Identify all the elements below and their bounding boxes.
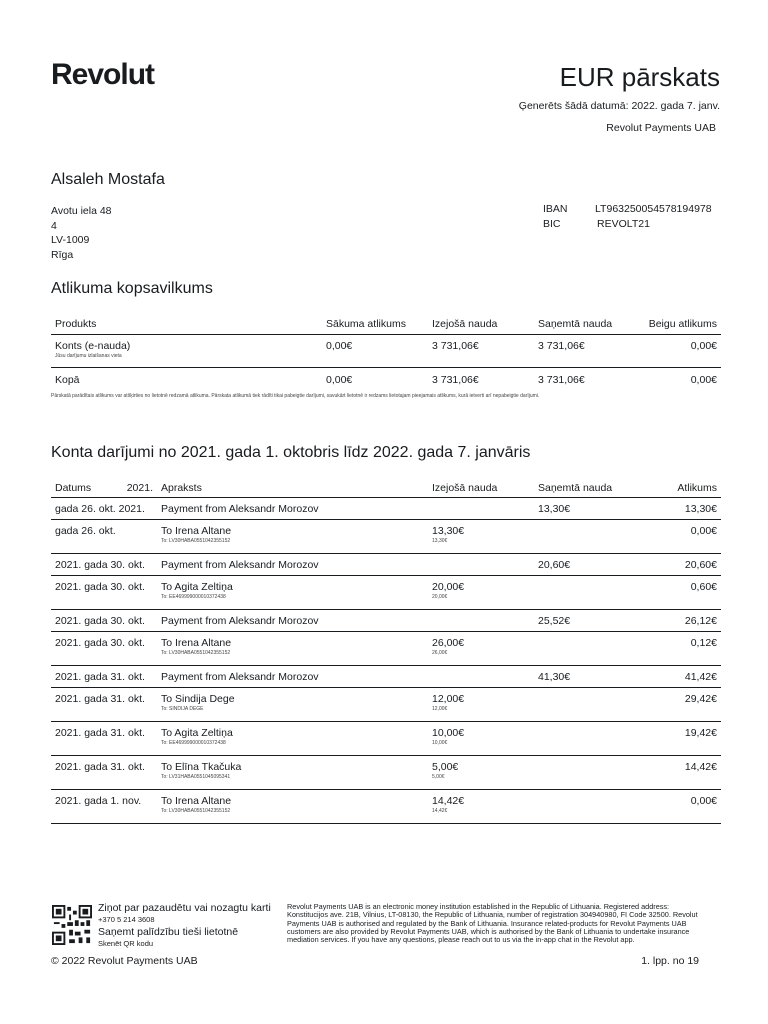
revolut-logo: Revolut [51,58,155,91]
tx-money-in [534,790,642,824]
tx-money-in [534,520,642,554]
address-line: Rīga [51,248,74,261]
col-out: Izejošā nauda [428,314,534,335]
tx-money-out-sub: 26,00€ [432,650,448,656]
tx-balance: 20,60€ [642,554,721,576]
tx-recipient: To: EE469999000010372438 [161,594,226,600]
tx-recipient: To: LV30HABA0551042355152 [161,650,231,656]
iban-label: IBAN [543,203,568,215]
tx-description: To Agita Zeltiņa [161,581,233,593]
tx-description: Payment from Aleksandr Morozov [161,615,319,627]
customer-address [51,204,112,262]
tx-money-out: 12,00€ [432,693,465,705]
summary-title: Atlikuma kopsavilkums [51,280,213,297]
tx-date: gada 26. okt. 2021. [51,498,157,520]
tx-balance: 13,30€ [642,498,721,520]
col-year: 2021. [126,481,153,494]
footer-contact [98,902,271,950]
tx-description: To Agita Zeltiņa [161,727,233,739]
tx-date: 2021. gada 30. okt. [51,610,157,632]
total-label: Kopā [51,368,322,398]
table-row [51,576,721,610]
tx-money-in: 25,52€ [534,610,642,632]
tx-money-in [534,632,642,666]
col-money-out: Izejošā nauda [428,478,534,498]
help-text: Saņemt palīdzību tieši lietotnē [98,926,239,938]
tx-date: 2021. gada 30. okt. [51,554,157,576]
tx-money-in: 41,30€ [534,666,642,688]
tx-money-out: 10,00€ [432,727,465,739]
table-row [51,790,721,824]
table-row [51,554,721,576]
col-start: Sākuma atlikums [322,314,428,335]
table-row [51,688,721,722]
col-balance: Atlikums [642,478,721,498]
table-row [51,335,721,368]
tx-balance: 0,00€ [642,790,721,824]
tx-date: 2021. gada 31. okt. [51,722,157,756]
table-row [51,610,721,632]
table-row [51,666,721,688]
col-date: Datums [55,481,92,494]
company-name: Revolut Payments UAB [606,122,716,134]
iban-value: LT963250054578194978 [595,203,712,215]
tx-money-in [534,688,642,722]
tx-money-out-sub: 14,42€ [432,808,448,814]
tx-balance: 0,60€ [642,576,721,610]
tx-balance: 41,42€ [642,666,721,688]
tx-balance: 0,00€ [642,520,721,554]
money-in: 3 731,06€ [538,340,585,352]
tx-recipient: To: LV30HABA0551042355152 [161,808,231,814]
summary-table [51,314,721,397]
tx-money-out-sub: 20,00€ [432,594,448,600]
address-line: LV-1009 [51,234,90,246]
total-in: 3 731,06€ [534,368,642,398]
tx-money-in: 20,60€ [534,554,642,576]
tx-recipient: To: LV30HABA0551042355152 [161,538,231,544]
tx-money-out: 13,30€ [432,525,465,537]
col-in: Saņemtā nauda [534,314,642,335]
tx-description: Payment from Aleksandr Morozov [161,559,319,571]
customer-name: Alsaleh Mostafa [51,171,165,188]
col-money-in: Saņemtā nauda [534,478,642,498]
product-name: Konts (e-nauda) [55,340,131,352]
tx-date: gada 26. okt. [51,520,157,554]
tx-money-out: 26,00€ [432,637,465,649]
tx-description: To Elīna Tkačuka [161,761,242,773]
tx-money-out: 5,00€ [432,761,459,773]
tx-recipient: To: LV31HABA0551045095341 [161,774,231,780]
col-description: Apraksts [157,478,428,498]
copyright: © 2022 Revolut Payments UAB [51,955,198,967]
balance-note: Pārskatā parādītais atlikums var atšķirties no lietotnē redzamā atlikuma. Pārskata atlikumā tiek rādīti tikai pabeigtie darījumi, savukārt lietotnē ir redzams lietotajam pieejamais atlikums, kurā ietverti arī nepabeigtie darījumi. [51,393,540,399]
total-out: 3 731,06€ [428,368,534,398]
lost-card-text: Ziņot par pazaudētu vai nozagtu karti [98,902,271,914]
tx-balance: 19,42€ [642,722,721,756]
tx-money-out-sub: 12,00€ [432,706,448,712]
table-row [51,722,721,756]
table-row [51,632,721,666]
table-row [51,520,721,554]
generated-date: Ģenerēts šādā datumā: 2022. gada 7. janv. [518,100,720,112]
transactions-title: Konta darījumi no 2021. gada 1. oktobris līdz 2022. gada 7. janvāris [51,444,531,461]
tx-description: To Irena Altane [161,525,232,537]
tx-date: 2021. gada 1. nov. [51,790,157,824]
tx-money-out-sub: 10,00€ [432,740,448,746]
start-balance: 0,00€ [326,340,353,352]
tx-recipient: To: SINDIJA DEGE [161,706,204,712]
tx-money-in [534,756,642,790]
tx-money-in [534,576,642,610]
total-end: 0,00€ [642,368,721,398]
tx-date: 2021. gada 31. okt. [51,688,157,722]
bank-details [543,203,712,233]
tx-date: 2021. gada 31. okt. [51,666,157,688]
table-row [51,756,721,790]
address-line: Avotu iela 48 [51,205,112,217]
scan-qr-text: Skenēt QR kodu [98,939,154,948]
page-title: EUR pārskats [559,62,720,92]
tx-date: 2021. gada 30. okt. [51,576,157,610]
money-out: 3 731,06€ [432,340,479,352]
total-start: 0,00€ [322,368,428,398]
tx-date: 2021. gada 30. okt. [51,632,157,666]
bic-label: BIC [543,218,561,230]
tx-money-out-sub: 13,30€ [432,538,448,544]
tx-recipient: To: EE469999000010372438 [161,740,226,746]
product-note: Jūsu darījumu izlaišanas vieta [55,353,122,359]
table-row [51,498,721,520]
tx-description: Payment from Aleksandr Morozov [161,671,319,683]
col-product: Produkts [51,314,322,335]
bic-value: REVOLT21 [597,218,650,230]
tx-description: To Irena Altane [161,795,232,807]
end-balance: 0,00€ [690,340,717,352]
tx-money-in: 13,30€ [534,498,642,520]
tx-balance: 29,42€ [642,688,721,722]
tx-balance: 14,42€ [642,756,721,790]
tx-date: 2021. gada 31. okt. [51,756,157,790]
address-line: 4 [51,219,57,232]
phone-number: +370 5 214 3608 [98,915,155,924]
tx-description: To Sindija Dege [161,693,235,705]
tx-description: Payment from Aleksandr Morozov [161,503,319,515]
tx-money-out-sub: 5,00€ [432,774,445,780]
legal-text: Revolut Payments UAB is an electronic money institution established in the Republic of Lithuania. Registered address: Konstitucijos ave. 21B, Vilnius, LT-08130, the Republic of Lithuania, number of registration 304940980, FI Code 32500. Revolut Payments UAB is authorised and regulated by the Bank of Lithuania. Insurance related-products for Revolut Payments UAB customers are also provided by Revolut Payments UAB, which is authorised by the Bank of Lithuania to undertake insurance mediation services. If you have any questions, please reach out to us via the in-app chat in the Revolut app. [287,902,698,945]
tx-money-in [534,722,642,756]
tx-balance: 26,12€ [642,610,721,632]
col-end: Beigu atlikums [642,314,721,335]
transactions-table [51,478,721,824]
tx-balance: 0,12€ [642,632,721,666]
tx-money-out: 20,00€ [432,581,465,593]
tx-money-out: 14,42€ [432,795,465,807]
qr-code-icon [52,905,92,945]
page-number: 1. lpp. no 19 [641,955,699,967]
tx-description: To Irena Altane [161,637,232,649]
